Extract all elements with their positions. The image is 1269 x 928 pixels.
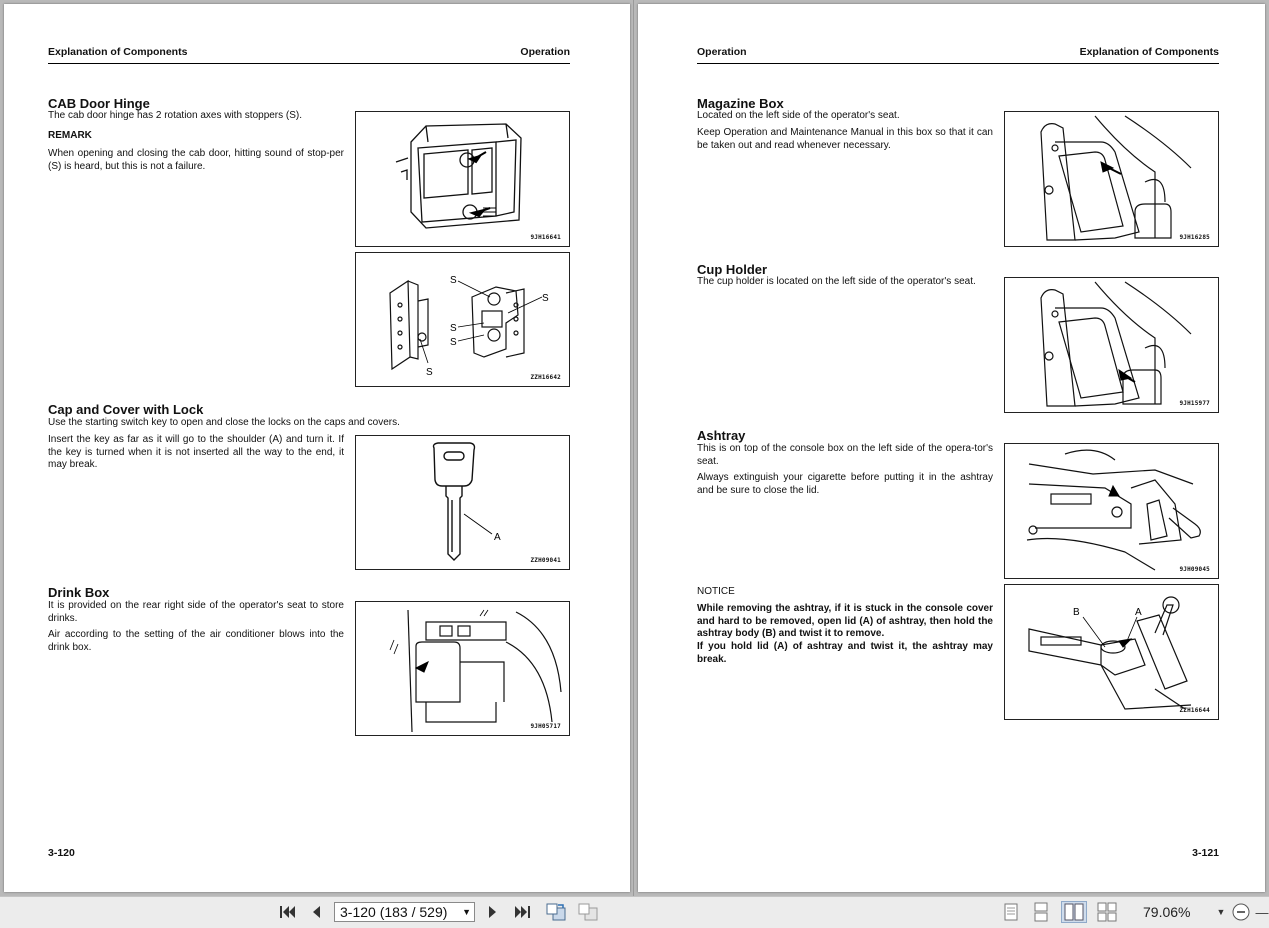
key-illustration [356,436,571,571]
cap-cover-text-1: Use the starting switch key to open and close the locks on the caps and covers. [48,417,400,428]
cab-door-text: The cab door hinge has 2 rotation axes with stoppers (S). [48,110,303,121]
figure-cab-door [355,111,570,247]
single-page-icon[interactable] [1000,901,1022,923]
drink-box-text-2: Air according to the setting of the air conditioner blows into the drink box. [48,629,344,653]
page-3-120 [4,4,630,892]
ashtray-text-1: This is on top of the console box on the left side of the opera-tor's seat. [697,443,993,467]
zoom-in-partial-icon[interactable]: — [1255,904,1269,920]
figure-code: ZZH16644 [1179,707,1210,714]
notice-text-1: While removing the ashtray, if it is stuck in the console cover and hard to be removed, open lid (A) of ashtray, then hold the ashtray body (B) and twist it to remove. [697,603,993,640]
hinge-illustration [356,253,571,388]
zoom-level[interactable]: 79.06% [1143,904,1191,920]
facing-icon[interactable] [1061,901,1087,923]
remark-label: REMARK [48,130,92,141]
header-left: Explanation of Components [48,46,188,58]
header-left: Operation [697,46,747,58]
page-number-field[interactable] [334,902,475,922]
figure-cup-holder [1004,277,1219,413]
page-dropdown-icon[interactable]: ▼ [462,907,471,917]
page-number: 3-121 [1192,847,1219,859]
drink-box-illustration [356,602,571,737]
figure-ashtray-removal [1004,584,1219,720]
cab-door-illustration [356,112,571,248]
stopper-label: S [426,367,433,378]
cup-holder-text: The cup holder is located on the left side of the operator's seat. [697,276,976,287]
remark-text: When opening and closing the cab door, hitting sound of stop-per (S) is heard, but this is not a failure. [48,148,344,172]
zoom-out-icon[interactable] [1230,901,1252,923]
notice-text-2: If you hold lid (A) of ashtray and twist it, the ashtray may break. [697,641,993,665]
drink-box-text-1: It is provided on the rear right side of the operator's seat to store drinks. [48,600,344,624]
continuous-icon[interactable] [1030,901,1052,923]
stopper-label: S [450,323,457,334]
figure-magazine-box [1004,111,1219,247]
figure-code: ZZH09041 [530,557,561,564]
page-gap [633,0,634,896]
stopper-label: S [542,293,549,304]
shoulder-label: A [494,532,501,543]
section-title-cup-holder: Cup Holder [697,262,768,277]
cap-cover-text-2: Insert the key as far as it will go to the shoulder (A) and turn it. If the key is turned when it is not inserted all the way to the end, it may break. [48,434,344,471]
magazine-box-illustration [1005,112,1220,248]
section-title-ashtray: Ashtray [697,428,746,443]
zoom-dropdown-icon[interactable]: ▼ [1216,907,1226,917]
continuous-facing-icon[interactable] [1095,901,1119,923]
page-number-value: 3-120 (183 / 529) [340,904,448,920]
previous-page-icon[interactable] [306,901,326,923]
ashtray-text-2: Always extinguish your cigarette before putting it in the ashtray and be sure to close the lid. [697,472,993,496]
section-title-cab-door-hinge: CAB Door Hinge [48,96,150,111]
stopper-label: S [450,337,457,348]
cup-holder-illustration [1005,278,1220,414]
stopper-label: S [450,275,457,286]
notice-label: NOTICE [697,586,735,597]
header-right: Explanation of Components [1079,46,1219,58]
ashtray-lid-label: A [1135,607,1142,618]
figure-code: 9JH16641 [530,234,561,241]
section-title-magazine-box: Magazine Box [697,96,784,111]
next-view-icon[interactable] [576,901,600,923]
section-title-drink-box: Drink Box [48,585,110,600]
figure-code: 9JH09045 [1179,566,1210,573]
header-right: Operation [520,46,570,58]
last-page-icon[interactable] [512,901,534,923]
ashtray-removal-illustration [1005,585,1220,721]
figure-code: 9JH05717 [530,723,561,730]
figure-ashtray [1004,443,1219,579]
magazine-box-text-1: Located on the left side of the operator's seat. [697,110,900,121]
figure-code: 9JH15977 [1179,400,1210,407]
section-title-cap-cover: Cap and Cover with Lock [48,402,204,417]
figure-code: ZZH16642 [530,374,561,381]
figure-key [355,435,570,570]
page-number: 3-120 [48,847,75,859]
ashtray-illustration [1005,444,1220,580]
header-rule [697,63,1219,64]
ashtray-body-label: B [1073,607,1080,618]
previous-view-icon[interactable] [544,901,568,923]
first-page-icon[interactable] [276,901,298,923]
navigation-toolbar [0,896,1269,928]
magazine-box-text-2: Keep Operation and Maintenance Manual in this box so that it can be taken out and read whenever necessary. [697,127,993,151]
figure-code: 9JH16285 [1179,234,1210,241]
next-page-icon[interactable] [483,901,503,923]
figure-drink-box [355,601,570,736]
header-rule [48,63,570,64]
page-3-121 [638,4,1265,892]
figure-door-hinge [355,252,570,387]
